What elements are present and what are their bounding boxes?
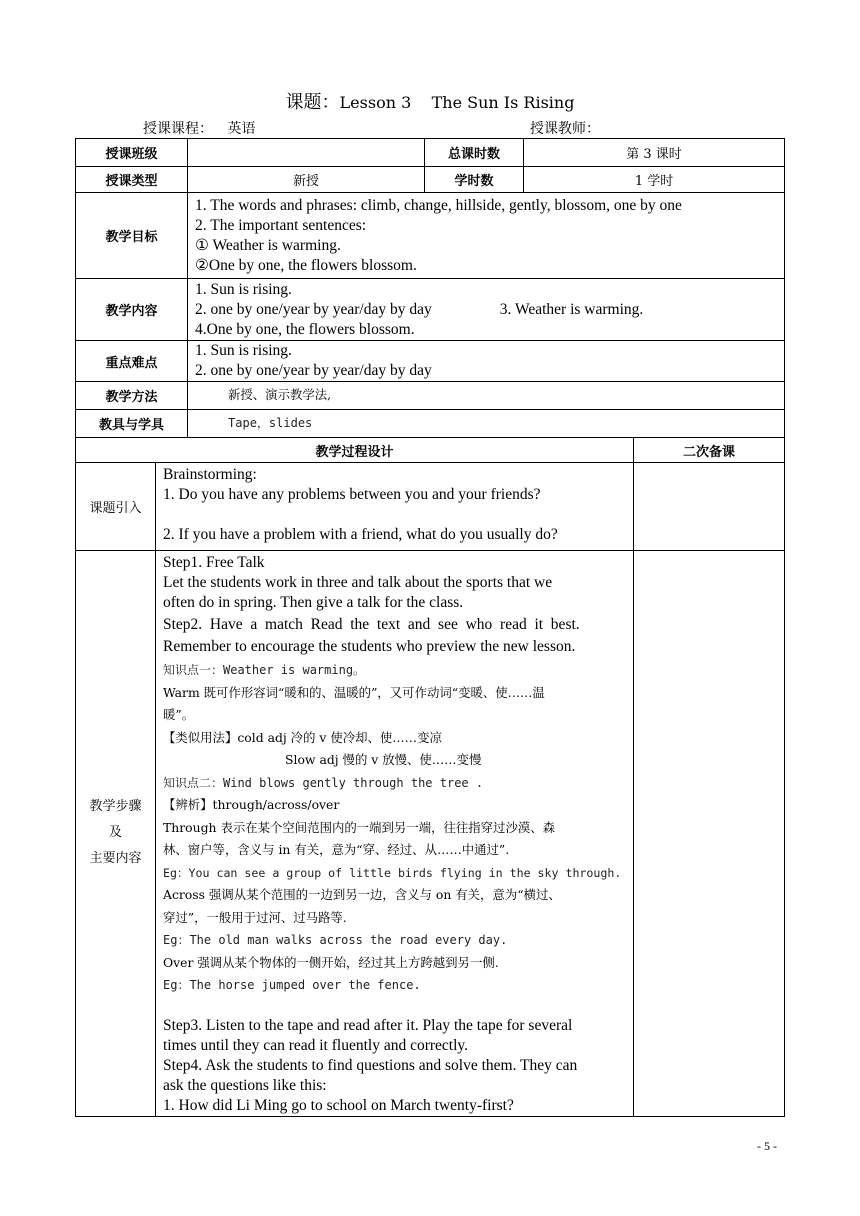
tools-label: 教具与学具 bbox=[76, 410, 188, 438]
knowledge-line: 【辨析】through/across/over bbox=[163, 797, 340, 812]
knowledge-line: Over 强调从某个物体的一侧开始，经过其上方跨越到另一侧. bbox=[163, 954, 499, 970]
goal-line: ① Weather is warming. bbox=[195, 236, 341, 254]
row-goals bbox=[76, 193, 785, 279]
example-line: Eg：The old man walks across the road every day. bbox=[163, 933, 508, 947]
knowledge-line: 林、窗户等，含义与 in 有关，意为“穿、经过、从……中通过”. bbox=[163, 842, 510, 857]
type-value: 新授 bbox=[188, 167, 425, 193]
total-hours-value: 第 3 课时 bbox=[524, 139, 785, 167]
row-tools bbox=[76, 410, 785, 438]
intro-line bbox=[163, 505, 626, 525]
step-line: 1. How did Li Ming go to school on March twenty-first? bbox=[163, 1096, 514, 1114]
knowledge-point-title: 知识点二：Wind blows gently through the tree . bbox=[163, 775, 484, 790]
course-label: 授课课程： bbox=[143, 121, 213, 137]
title-text: Lesson 3 The Sun Is Rising bbox=[339, 93, 575, 112]
lesson-title bbox=[0, 88, 860, 114]
goal-line: 2. The important sentences: bbox=[195, 216, 367, 234]
content-body bbox=[188, 279, 785, 341]
method-value: 新授、演示教学法, bbox=[188, 382, 785, 410]
step-line: times until they can read it fluently and correctly. bbox=[163, 1036, 469, 1054]
knowledge-line: Through 表示在某个空间范围内的一端到另一端，往往指穿过沙漠、森 bbox=[163, 819, 556, 835]
steps-label-line: 教学步骤 bbox=[89, 799, 142, 815]
hours-label: 学时数 bbox=[425, 167, 524, 193]
content-label: 教学内容 bbox=[76, 279, 188, 341]
knowledge-line: Slow adj 慢的 v 放慢、使……变慢 bbox=[285, 752, 482, 767]
total-hours-label: 总课时数 bbox=[425, 139, 524, 167]
step-line: Let the students work in three and talk about the sports that we bbox=[163, 574, 553, 591]
steps-label-line: 及 bbox=[108, 825, 122, 841]
row-method bbox=[76, 382, 785, 410]
step-line: often do in spring. Then give a talk for the class. bbox=[163, 594, 464, 611]
teacher-label: 授课教师： bbox=[530, 121, 600, 137]
step-line: Step4. Ask the students to find questions and solve them. They can bbox=[163, 1056, 578, 1074]
goal-line: ②One by one, the flowers blossom. bbox=[195, 256, 417, 274]
row-content bbox=[76, 279, 785, 341]
goals-content bbox=[188, 193, 785, 279]
knowledge-line: Across 强调从某个范围的一边到另一边，含义与 on 有关，意为“横过、 bbox=[163, 887, 561, 902]
content-line-part: 3. Weather is warming. bbox=[499, 300, 644, 318]
steps-body bbox=[156, 551, 634, 1117]
key-points-body bbox=[188, 341, 785, 382]
step-line: Step1. Free Talk bbox=[163, 554, 265, 571]
class-label: 授课班级 bbox=[76, 139, 188, 167]
intro-line: Brainstorming: bbox=[163, 466, 257, 483]
step-line: Step3. Listen to the tape and read after it. Play the tape for several bbox=[163, 1016, 573, 1034]
knowledge-point-title: 知识点一：Weather is warming。 bbox=[163, 663, 366, 677]
row-class bbox=[76, 139, 785, 167]
knowledge-line: 暖”。 bbox=[163, 707, 195, 722]
intro-revision bbox=[634, 463, 785, 551]
goal-line: 1. The words and phrases: climb, change, hillside, gently, blossom, one by one bbox=[195, 196, 682, 214]
intro-label: 课题引入 bbox=[76, 463, 156, 551]
step-line: Remember to encourage the students who preview the new lesson. bbox=[163, 638, 576, 655]
process-header: 教学过程设计 bbox=[76, 438, 634, 463]
course-meta bbox=[143, 118, 255, 138]
class-value bbox=[188, 139, 425, 167]
goals-label: 教学目标 bbox=[76, 193, 188, 279]
method-label: 教学方法 bbox=[76, 382, 188, 410]
row-intro bbox=[76, 463, 785, 551]
intro-line: 1. Do you have any problems between you and your friends? bbox=[163, 486, 541, 503]
revision-header: 二次备课 bbox=[634, 438, 785, 463]
steps-label-line: 主要内容 bbox=[89, 851, 142, 867]
knowledge-line: 【类似用法】cold adj 冷的 v 使冷却、使……变凉 bbox=[163, 729, 442, 745]
knowledge-line: 穿过”，一般用于过河、过马路等. bbox=[163, 909, 347, 925]
row-steps bbox=[76, 551, 785, 1117]
key-points-label: 重点难点 bbox=[76, 341, 188, 382]
course-value: 英语 bbox=[227, 121, 256, 137]
content-line: 4.One by one, the flowers blossom. bbox=[195, 320, 415, 338]
lesson-plan-table bbox=[75, 138, 785, 1117]
page-number: - 5 - bbox=[757, 1139, 777, 1153]
example-line: Eg：You can see a group of little birds flying in the sky through. bbox=[163, 865, 622, 880]
knowledge-line: Warm 既可作形容词“暖和的、温暖的”，又可作动词“变暖、使……温 bbox=[163, 684, 545, 700]
title-label: 课题： bbox=[285, 92, 340, 113]
row-key-points bbox=[76, 341, 785, 382]
key-point-line: 2. one by one/year by year/day by day bbox=[195, 362, 432, 379]
content-line bbox=[195, 300, 777, 320]
hours-value: 1 学时 bbox=[524, 167, 785, 193]
intro-line: 2. If you have a problem with a friend, what do you usually do? bbox=[163, 526, 558, 543]
tools-value: Tape，slides bbox=[188, 410, 785, 438]
steps-revision bbox=[634, 551, 785, 1117]
intro-body bbox=[156, 463, 634, 551]
content-line-part: 2. one by one/year by year/day by day bbox=[195, 300, 432, 318]
content-line: 1. Sun is rising. bbox=[195, 280, 292, 298]
row-type bbox=[76, 167, 785, 193]
type-label: 授课类型 bbox=[76, 167, 188, 193]
steps-label bbox=[76, 551, 156, 1117]
key-point-line: 1. Sun is rising. bbox=[195, 342, 292, 359]
example-line: Eg：The horse jumped over the fence. bbox=[163, 978, 421, 992]
row-process-header bbox=[76, 438, 785, 463]
step-line: Step2. Have a match Read the text and see who read it best. bbox=[163, 616, 580, 633]
step-line: ask the questions like this: bbox=[163, 1076, 327, 1094]
